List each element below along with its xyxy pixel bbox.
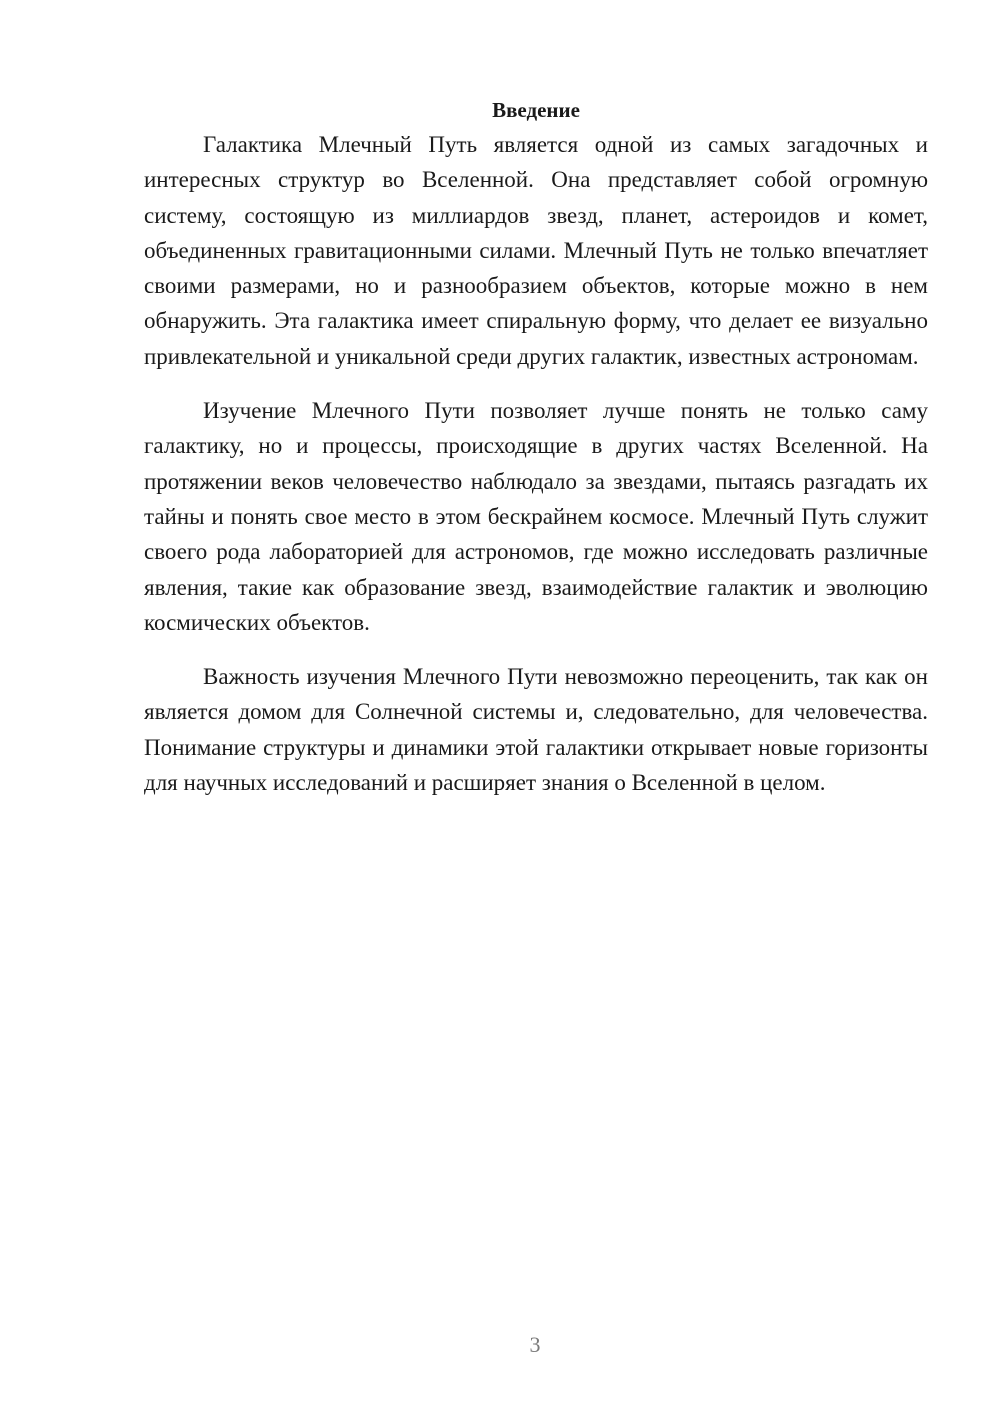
page-content: [144, 95, 928, 819]
paragraph-2: Изучение Млечного Пути позволяет лучше понять не только саму галактику, но и процессы, происходящие в других частях Вселенной. На протяжении веков человечество наблюдало за звездами, пытаясь разгадать их тайны и понять свое место в этом бескрайнем космосе. Млечный Путь служит своего рода лабораторией для астрономов, где можно исследовать различные явления, такие как образование звезд, взаимодействие галактик и эволюцию космических объектов.: [144, 398, 928, 635]
section-heading: Введение: [492, 98, 580, 122]
paragraph-3: Важность изучения Млечного Пути невозможно переоценить, так как он является домом для Солнечной системы и, следовательно, для человечества. Понимание структуры и динамики этой галактики открывает новые горизонты для научных исследований и расширяет знания о Вселенной в целом.: [144, 664, 928, 796]
page-number: 3: [529, 1332, 541, 1357]
paragraph-1: Галактика Млечный Путь является одной из самых загадочных и интересных структур во Вселенной. Она представляет собой огромную систему, состоящую из миллиардов звезд, планет, астероидов и комет, объединенных гравитационными силами. Млечный Путь не только впечатляет своими размерами, но и разнообразием объектов, которые можно в нем обнаружить. Эта галактика имеет спиральную форму, что делает ее визуально привлекательной и уникальной среди других галактик, известных астрономам.: [144, 132, 928, 369]
